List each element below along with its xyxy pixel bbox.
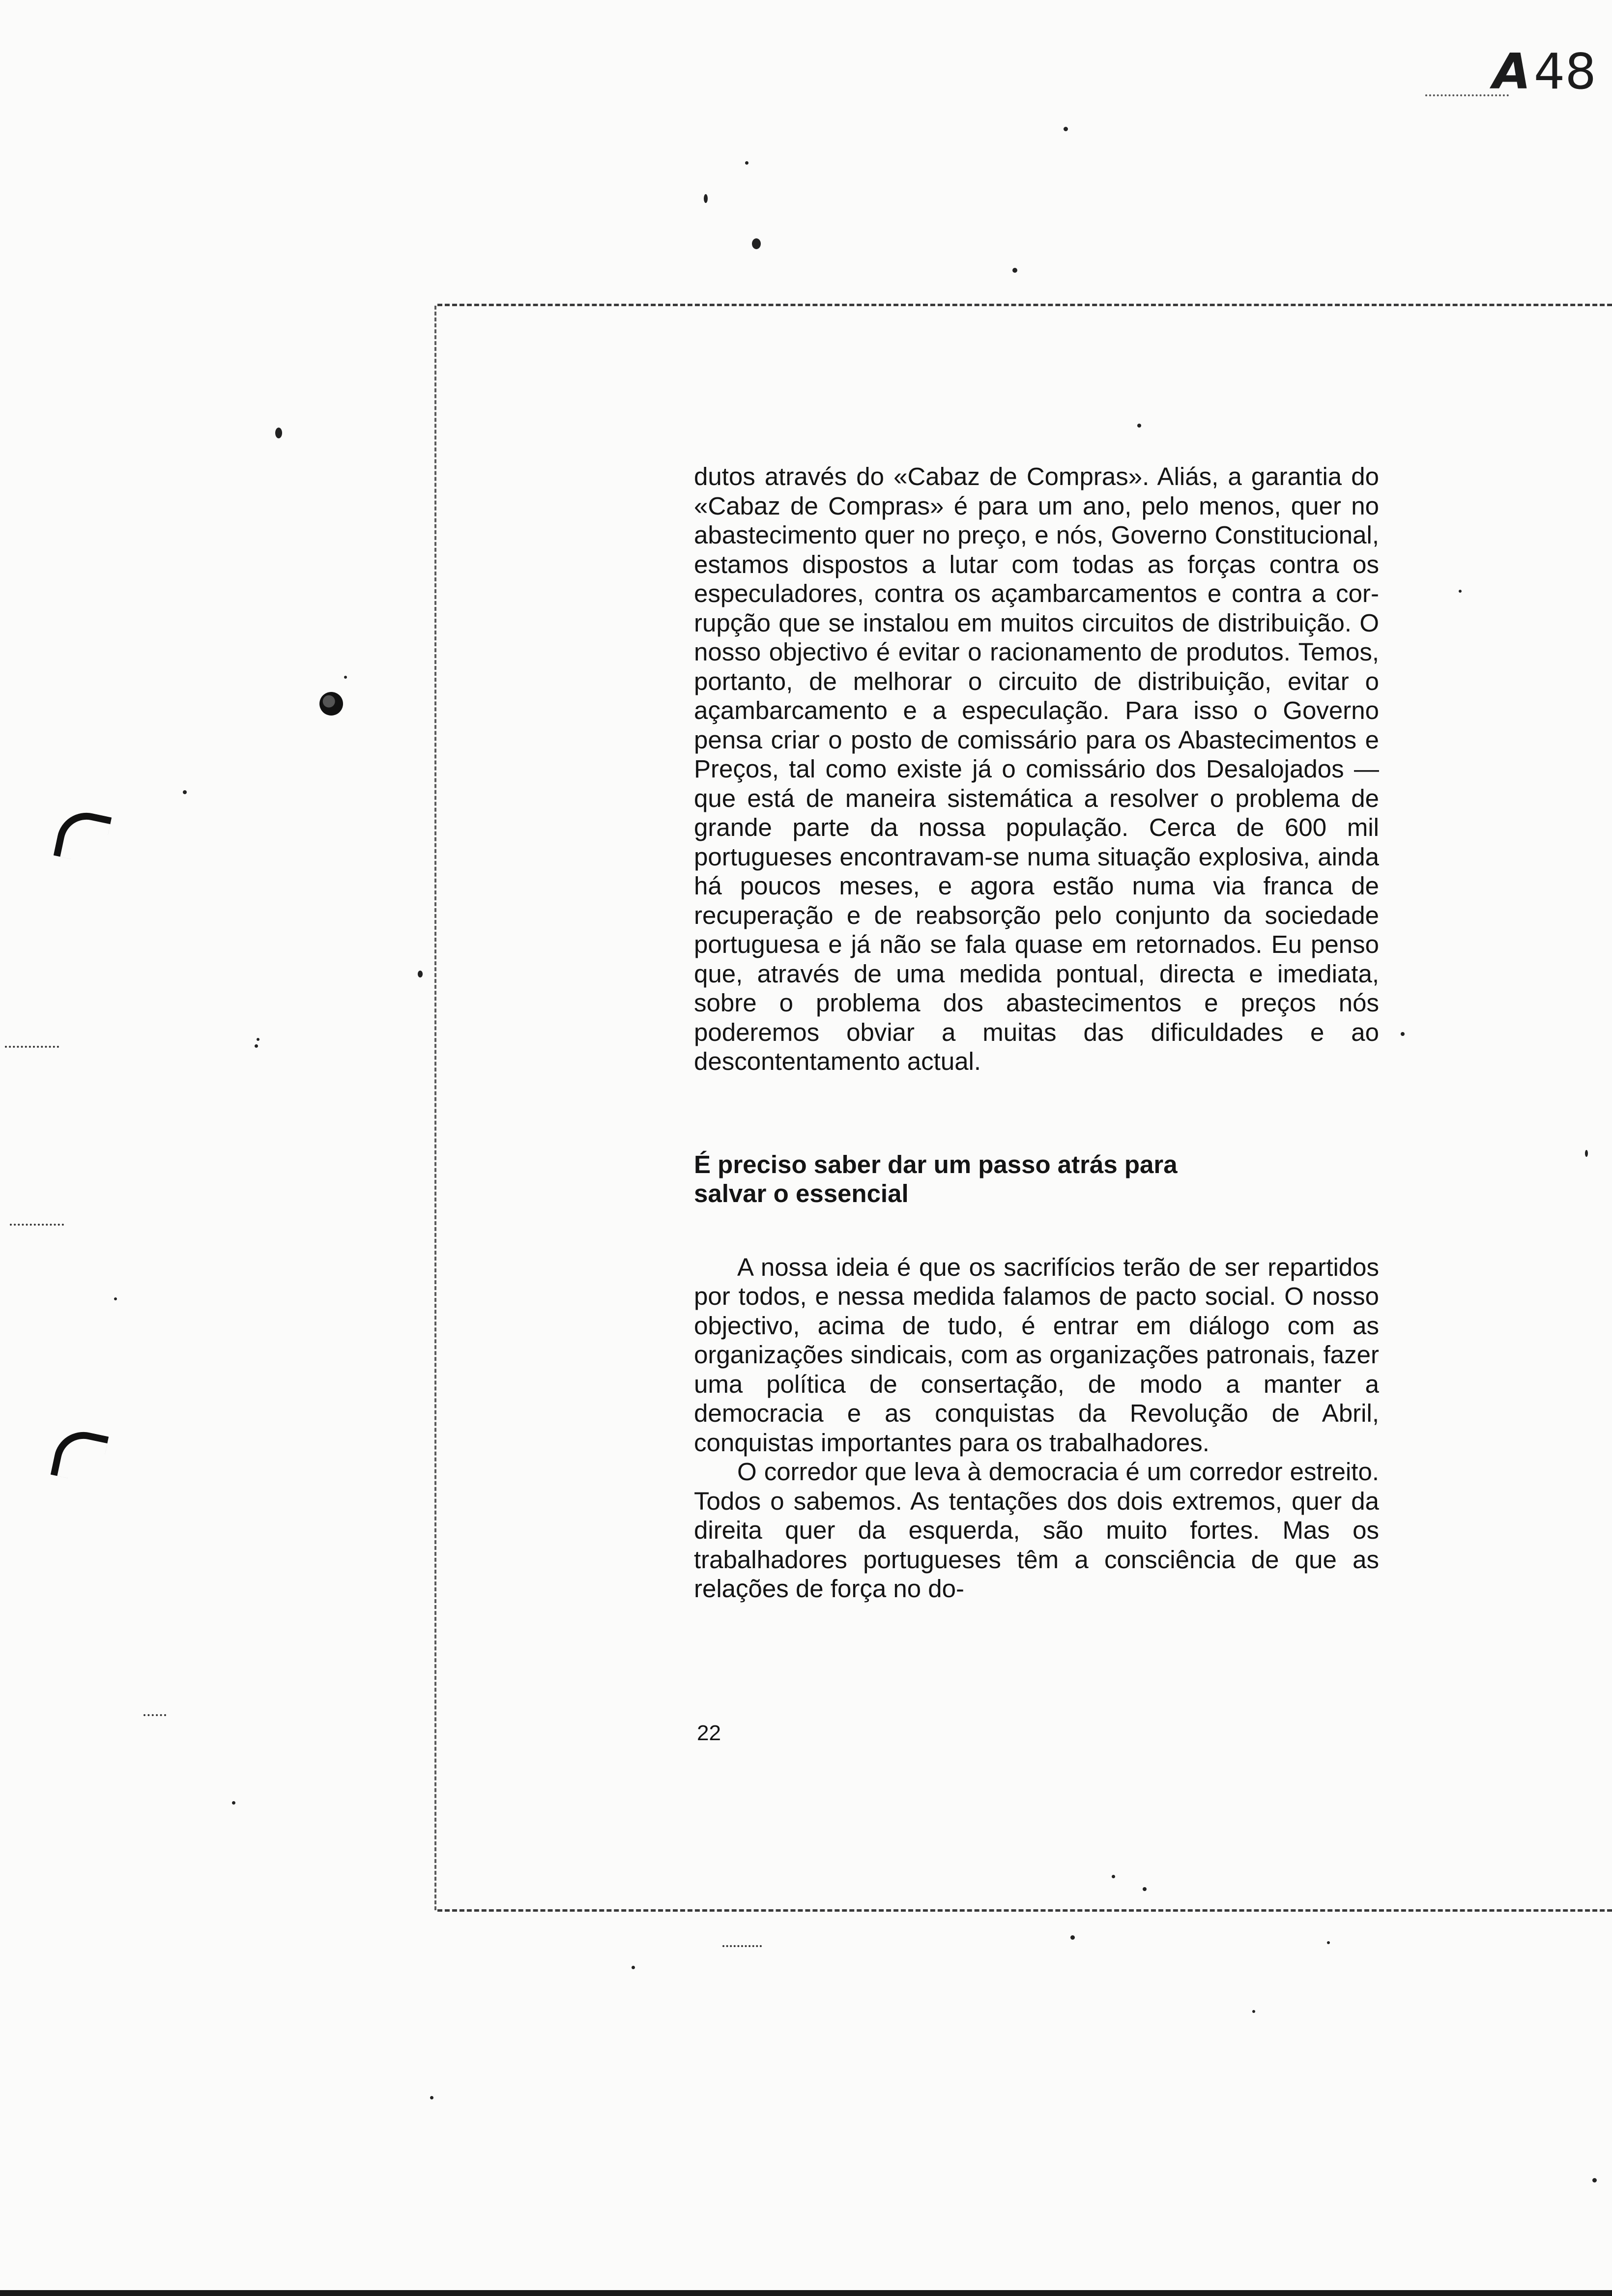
speck bbox=[1112, 1875, 1115, 1878]
photocopy-frame-top bbox=[437, 304, 1612, 306]
scan-bottom-edge bbox=[0, 2290, 1612, 2296]
speck bbox=[745, 161, 748, 165]
margin-smudge bbox=[10, 1224, 64, 1226]
speck bbox=[232, 1801, 235, 1805]
speck bbox=[1252, 2010, 1255, 2013]
margin-smudge bbox=[722, 1945, 762, 1947]
punch-hole-mark-icon bbox=[54, 807, 112, 866]
archive-mark-leader-line bbox=[1425, 94, 1509, 96]
article-body bbox=[694, 462, 1379, 1604]
speck bbox=[275, 428, 282, 438]
archive-reference-mark bbox=[1493, 43, 1596, 100]
speck bbox=[704, 194, 708, 203]
page-number: 22 bbox=[697, 1721, 721, 1745]
speck bbox=[1592, 2178, 1597, 2182]
speck bbox=[1327, 1941, 1330, 1944]
speck bbox=[1064, 127, 1068, 131]
ink-blot-icon bbox=[319, 692, 343, 716]
speck bbox=[114, 1297, 117, 1300]
speck bbox=[1143, 1887, 1147, 1891]
speck bbox=[632, 1966, 635, 1969]
article-paragraph: O corredor que leva à democracia é um corredor estreito. Todos o sabemos. As tentações dos dois extremos, quer da direita quer da esquerda, são muito fortes. Mas os trabalhadores portugueses têm a consciência de que as relações de força no do- bbox=[694, 1458, 1379, 1603]
speck bbox=[1401, 1032, 1405, 1036]
speck bbox=[1585, 1150, 1588, 1157]
margin-smudge bbox=[5, 1046, 59, 1048]
speck bbox=[255, 1044, 258, 1048]
article-paragraph: dutos através do «Cabaz de Compras». Aliás, a garantia do «Cabaz de Compras» é para um ano, pelo menos, quer no abastecimento quer no preço, e nós, Governo Constitucional, estamos dispostos a lutar com todas as forças contra os especuladores, contra os açambarcamentos e contra a corrupção que se instalou em muitos circuitos de distribuição. O nosso objectivo é evitar o racionamento de produtos. Temos, portanto, de melhorar o circuito de distribuição, evitar o açambarcamento e a especulação. Para isso o Governo pensa criar o posto de comissário para os Abastecimentos e Preços, tal como existe já o comissário dos Desalojados — que está de maneira sistemática a resolver o problema de grande parte da nossa população. Cerca de 600 mil portugueses encontravam-se numa situação explosiva, ainda há poucos meses, e agora estão numa via franca de recuperação e de reabsorção pelo conjunto da sociedade portuguesa e já não se fala quase em retornados. Eu penso que, através de uma medida pontual, directa e imediata, sobre o problema dos abastecimentos e preços nós poderemos obviar a muitas das dificuldades e ao descontentamento actual. bbox=[694, 462, 1379, 1075]
speck bbox=[1459, 590, 1462, 593]
speck bbox=[430, 2096, 433, 2099]
archive-reference-letter: A bbox=[1493, 43, 1531, 100]
speck bbox=[1070, 1935, 1075, 1940]
speck bbox=[752, 238, 761, 249]
speck bbox=[1137, 424, 1141, 428]
speck bbox=[1012, 268, 1017, 273]
speck bbox=[344, 676, 347, 679]
punch-hole-mark-icon bbox=[51, 1427, 109, 1485]
photocopy-frame-bottom bbox=[437, 1909, 1612, 1912]
speck bbox=[418, 971, 423, 977]
spacer bbox=[694, 1076, 1379, 1150]
photocopy-frame-left bbox=[434, 306, 436, 1910]
speck bbox=[183, 790, 187, 794]
margin-smudge bbox=[144, 1714, 166, 1716]
speck bbox=[257, 1038, 259, 1041]
article-paragraph: A nossa ideia é que os sacrifícios terão de ser repartidos por todos, e nessa medida falamos de pacto social. O nosso objectivo, acima de tudo, é entrar em diálogo com as organizações sindicais, com as organizações patronais, fazer uma política de consertação, de modo a manter a democracia e as conquistas da Revolução de Abril, conquistas importantes para os trabalhadores. bbox=[694, 1253, 1379, 1457]
archive-reference-number: 48 bbox=[1533, 43, 1596, 100]
spacer bbox=[694, 1208, 1379, 1253]
section-heading: É preciso saber dar um passo atrás para salvar o essencial bbox=[694, 1150, 1178, 1207]
